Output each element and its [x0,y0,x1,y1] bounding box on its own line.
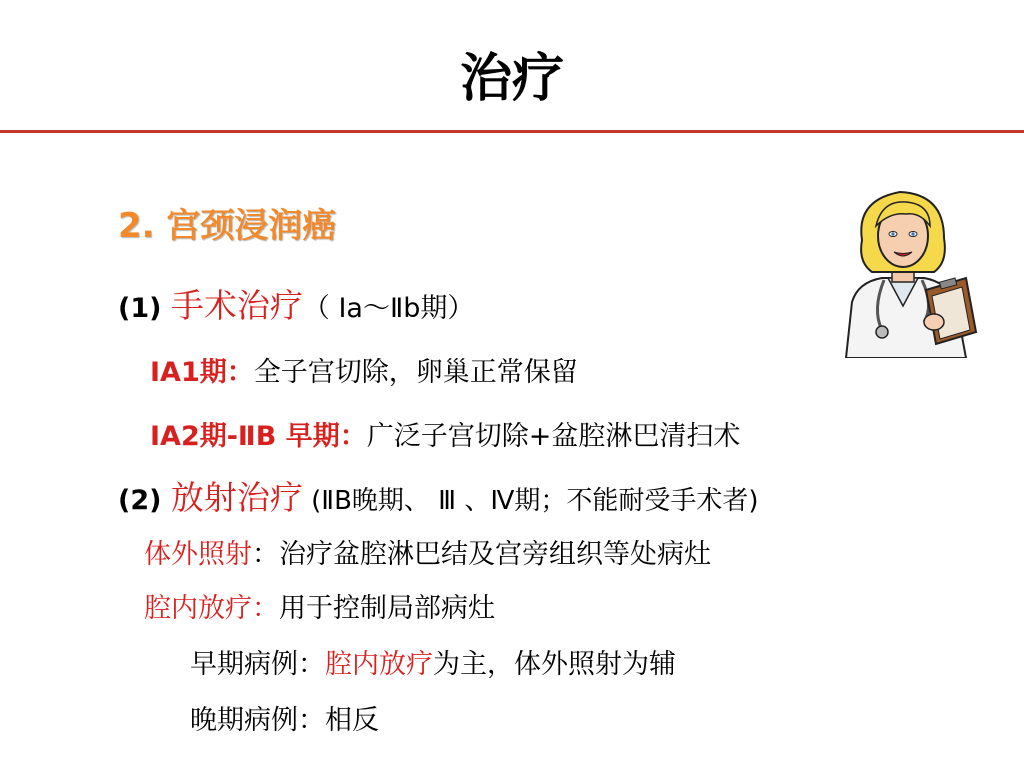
intracavitary-line [144,586,495,625]
ia2-line [150,414,740,453]
title-divider [0,130,1024,133]
radiation-note: (ⅡB晚期、 Ⅲ 、Ⅳ期；不能耐受手术者) [302,486,759,516]
radiation-line [118,472,759,519]
intracavitary-text: 用于控制局部病灶 [279,593,495,624]
early-highlight: 腔内放疗 [325,649,433,680]
early-suffix: 为主，体外照射为辅 [433,649,676,680]
surgery-line [118,280,474,327]
external-label: 体外照射 [144,539,252,570]
ia2-label: ⅠA2期-ⅡB 早期： [150,421,367,452]
ia1-label: ⅠA1期： [150,357,254,388]
external-text: ：治疗盆腔淋巴结及宫旁组织等处病灶 [252,539,711,570]
external-line [144,532,711,571]
slide-title: 治疗 [459,49,564,109]
ia2-text: 广泛子宫切除+盆腔淋巴清扫术 [366,421,741,452]
ia1-text: 全子宫切除，卵巢正常保留 [253,357,578,388]
surgery-stage-range: （ Ⅰa～Ⅱb期） [302,293,475,324]
early-prefix: 早期病例： [190,649,325,680]
surgery-label: 手术治疗 [170,286,303,325]
late-cases-line [190,698,379,737]
surgery-number: (1) [118,293,171,324]
radiation-number: (2) [118,485,171,516]
ia1-line [150,350,578,389]
late-text: 晚期病例：相反 [190,705,379,736]
early-cases-line [190,642,676,681]
doctor-with-clipboard-icon [826,182,980,358]
intracavitary-label: 腔内放疗： [144,593,279,624]
radiation-label: 放射治疗 [170,478,303,517]
section-heading: 2. 宫颈浸润癌 [118,206,337,246]
